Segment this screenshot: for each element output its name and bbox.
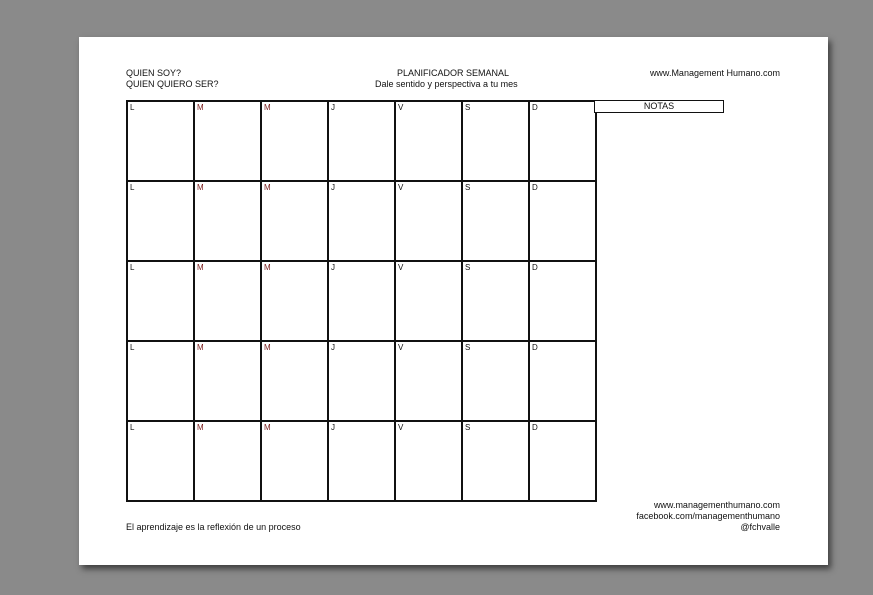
day-label: M	[264, 103, 271, 112]
day-cell	[463, 342, 530, 422]
day-label: V	[398, 343, 404, 352]
day-label: S	[465, 263, 471, 272]
day-cell	[128, 102, 195, 182]
header-who-am-i: QUIEN SOY?	[126, 68, 182, 78]
day-label: D	[532, 183, 538, 192]
footer-quote: El aprendizaje es la reflexión de un proceso	[126, 522, 301, 532]
day-cell	[396, 262, 463, 342]
day-cell	[329, 102, 396, 182]
day-cell	[195, 262, 262, 342]
day-cell	[128, 342, 195, 422]
day-cell	[262, 262, 329, 342]
day-label: L	[130, 343, 135, 352]
day-label: M	[264, 183, 271, 192]
footer-website: www.managementhumano.com	[653, 500, 780, 510]
day-cell	[128, 262, 195, 342]
header-website: www.Management Humano.com	[649, 68, 780, 78]
day-cell	[262, 102, 329, 182]
day-cell	[195, 422, 262, 502]
day-cell	[262, 182, 329, 262]
day-cell	[262, 342, 329, 422]
day-label: V	[398, 423, 404, 432]
day-cell	[329, 422, 396, 502]
day-cell	[396, 342, 463, 422]
day-cell	[128, 422, 195, 502]
day-label: M	[197, 263, 204, 272]
day-cell	[463, 262, 530, 342]
day-cell	[329, 342, 396, 422]
day-cell	[530, 342, 597, 422]
day-cell	[530, 262, 597, 342]
day-label: M	[264, 343, 271, 352]
planner-page	[79, 37, 828, 565]
day-label: V	[398, 263, 404, 272]
weekly-calendar-grid	[126, 100, 597, 502]
day-label: M	[197, 183, 204, 192]
day-label: L	[130, 103, 135, 112]
day-label: L	[130, 423, 135, 432]
day-label: J	[331, 263, 335, 272]
footer-facebook: facebook.com/managementhumano	[636, 511, 780, 521]
day-cell	[463, 102, 530, 182]
day-label: S	[465, 343, 471, 352]
day-label: J	[331, 103, 335, 112]
day-label: S	[465, 183, 471, 192]
day-cell	[396, 182, 463, 262]
day-label: D	[532, 103, 538, 112]
day-label: J	[331, 343, 335, 352]
day-label: M	[197, 343, 204, 352]
day-cell	[195, 342, 262, 422]
day-label: J	[331, 423, 335, 432]
day-label: V	[398, 183, 404, 192]
day-label: S	[465, 103, 471, 112]
day-cell	[195, 102, 262, 182]
day-label: J	[331, 183, 335, 192]
day-cell	[530, 182, 597, 262]
day-cell	[195, 182, 262, 262]
day-label: D	[532, 263, 538, 272]
planner-subtitle: Dale sentido y perspectiva a tu mes	[375, 79, 518, 89]
day-label: D	[532, 343, 538, 352]
day-label: L	[130, 183, 135, 192]
day-label: M	[264, 423, 271, 432]
planner-title: PLANIFICADOR SEMANAL	[397, 68, 510, 78]
day-label: M	[197, 423, 204, 432]
day-cell	[329, 262, 396, 342]
day-cell	[329, 182, 396, 262]
day-cell	[262, 422, 329, 502]
day-cell	[530, 102, 597, 182]
day-cell	[530, 422, 597, 502]
day-cell	[463, 422, 530, 502]
day-label: V	[398, 103, 404, 112]
day-label: M	[264, 263, 271, 272]
day-cell	[396, 422, 463, 502]
day-label: L	[130, 263, 135, 272]
notes-header: NOTAS	[594, 100, 724, 113]
day-cell	[128, 182, 195, 262]
header-who-to-be: QUIEN QUIERO SER?	[126, 79, 219, 89]
day-label: D	[532, 423, 538, 432]
day-label: S	[465, 423, 471, 432]
day-label: M	[197, 103, 204, 112]
day-cell	[463, 182, 530, 262]
footer-twitter: @fchvalle	[740, 522, 780, 532]
day-cell	[396, 102, 463, 182]
